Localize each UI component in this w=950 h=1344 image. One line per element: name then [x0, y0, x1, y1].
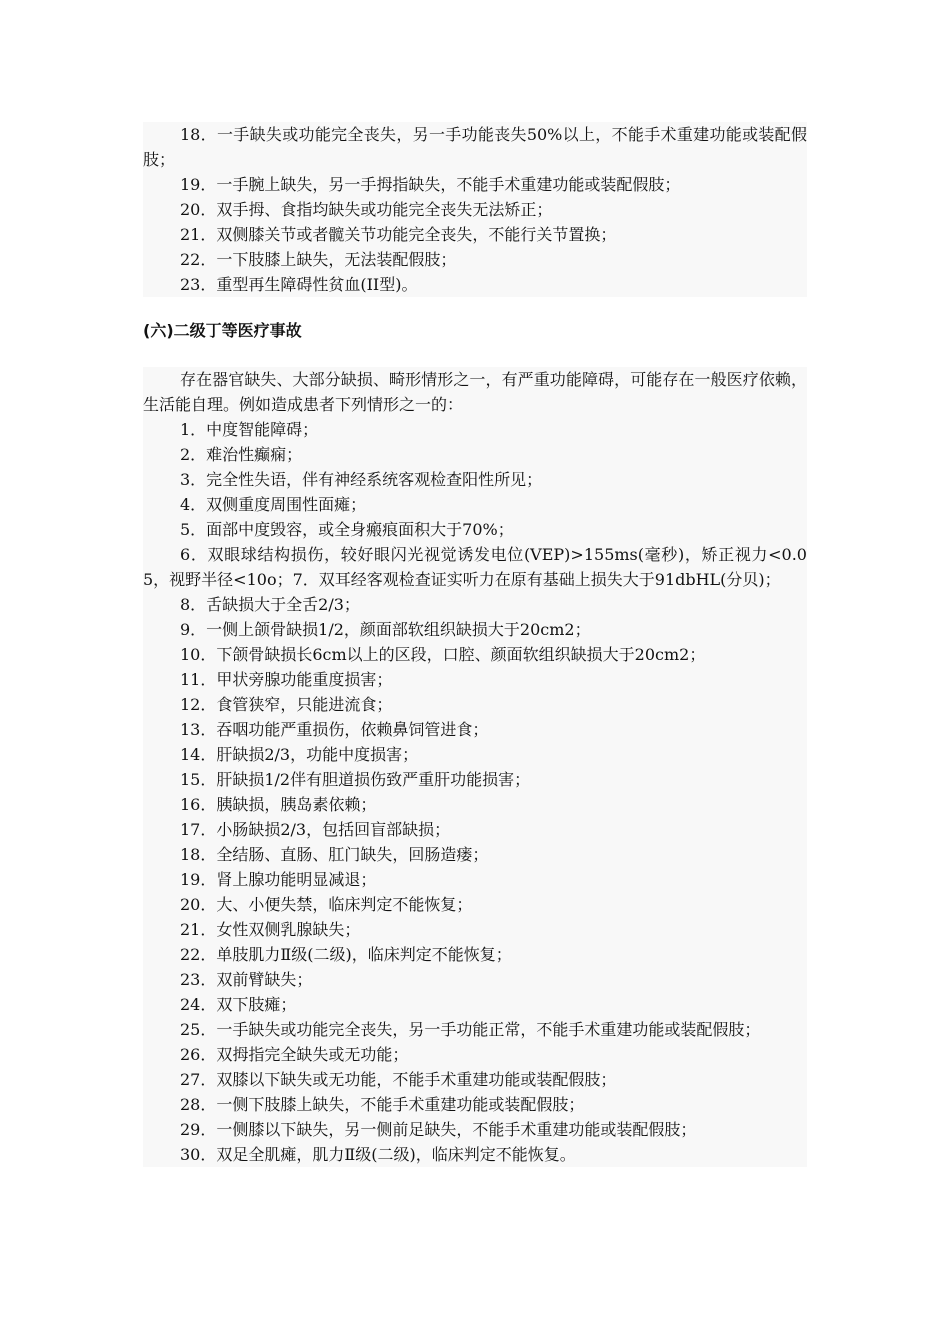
list-item: 14．肝缺损2/3，功能中度损害；	[180, 745, 419, 764]
list-item: 16．胰缺损，胰岛素依赖；	[180, 795, 377, 814]
list-item: 3．完全性失语，伴有神经系统客观检查阳性所见；	[180, 470, 543, 489]
list-item: 10．下颌骨缺损长6cm以上的区段，口腔、颜面软组织缺损大于20cm2；	[180, 645, 706, 664]
list-item: 18．全结肠、直肠、肛门缺失，回肠造瘘；	[180, 845, 489, 864]
list-item: 11．甲状旁腺功能重度损害；	[180, 670, 393, 689]
list-item: 21．女性双侧乳腺缺失；	[180, 920, 361, 939]
list-item: 21．双侧膝关节或者髋关节功能完全丧失，不能行关节置换；	[180, 225, 617, 244]
list-item: 23．双前臂缺失；	[180, 970, 313, 989]
list-item: 8．舌缺损大于全舌2/3；	[180, 595, 360, 614]
list-item: 20．双手拇、食指均缺失或功能完全丧失无法矫正；	[180, 200, 553, 219]
top-list	[143, 122, 807, 297]
list-item: 22．一下肢膝上缺失，无法装配假肢；	[180, 250, 457, 269]
list-item: 6．双眼球结构损伤，较好眼闪光视觉诱发电位(VEP)>155ms(毫秒)，矫正视力<0.05，视野半径<10o；7．双耳经客观检查证实听力在原有基础上损失大于91dbHL(分贝)；	[143, 545, 807, 589]
list-item: 1．中度智能障碍；	[180, 420, 319, 439]
list-item: 23．重型再生障碍性贫血(II型)。	[180, 275, 418, 294]
list-item: 18．一手缺失或功能完全丧失，另一手功能丧失50%以上，不能手术重建功能或装配假肢；	[143, 125, 807, 169]
list-item: 9．一侧上颌骨缺损1/2，颜面部软组织缺损大于20cm2；	[180, 620, 591, 639]
document-body	[143, 122, 807, 1167]
list-item: 28．一侧下肢膝上缺失，不能手术重建功能或装配假肢；	[180, 1095, 585, 1114]
list-item: 12．食管狭窄，只能进流食；	[180, 695, 393, 714]
list-item: 20．大、小便失禁，临床判定不能恢复；	[180, 895, 473, 914]
list-item: 22．单肢肌力Ⅱ级(二级)，临床判定不能恢复；	[180, 945, 512, 964]
section-intro: 存在器官缺失、大部分缺损、畸形情形之一，有严重功能障碍，可能存在一般医疗依赖，生活能自理。例如造成患者下列情形之一的：	[143, 370, 807, 414]
list-item: 15．肝缺损1/2伴有胆道损伤致严重肝功能损害；	[180, 770, 531, 789]
list-item: 27．双膝以下缺失或无功能，不能手术重建功能或装配假肢；	[180, 1070, 617, 1089]
list-item: 26．双拇指完全缺失或无功能；	[180, 1045, 409, 1064]
list-item: 24．双下肢瘫；	[180, 995, 297, 1014]
section-body	[143, 367, 807, 1167]
list-item: 25．一手缺失或功能完全丧失，另一手功能正常，不能手术重建功能或装配假肢；	[180, 1020, 761, 1039]
list-item: 17．小肠缺损2/3，包括回盲部缺损；	[180, 820, 451, 839]
list-item: 13．吞咽功能严重损伤，依赖鼻饲管进食；	[180, 720, 489, 739]
section-heading: (六)二级丁等医疗事故	[143, 318, 807, 343]
spacer	[0, 297, 950, 318]
list-item: 19．肾上腺功能明显减退；	[180, 870, 377, 889]
list-item: 19．一手腕上缺失，另一手拇指缺失，不能手术重建功能或装配假肢；	[180, 175, 681, 194]
list-item: 29．一侧膝以下缺失，另一侧前足缺失，不能手术重建功能或装配假肢；	[180, 1120, 697, 1139]
list-item: 30．双足全肌瘫，肌力Ⅱ级(二级)，临床判定不能恢复。	[180, 1145, 576, 1164]
list-item: 4．双侧重度周围性面瘫；	[180, 495, 367, 514]
list-item: 5．面部中度毁容，或全身瘢痕面积大于70%；	[180, 520, 514, 539]
spacer	[143, 343, 807, 367]
list-item: 2．难治性癫痫；	[180, 445, 303, 464]
